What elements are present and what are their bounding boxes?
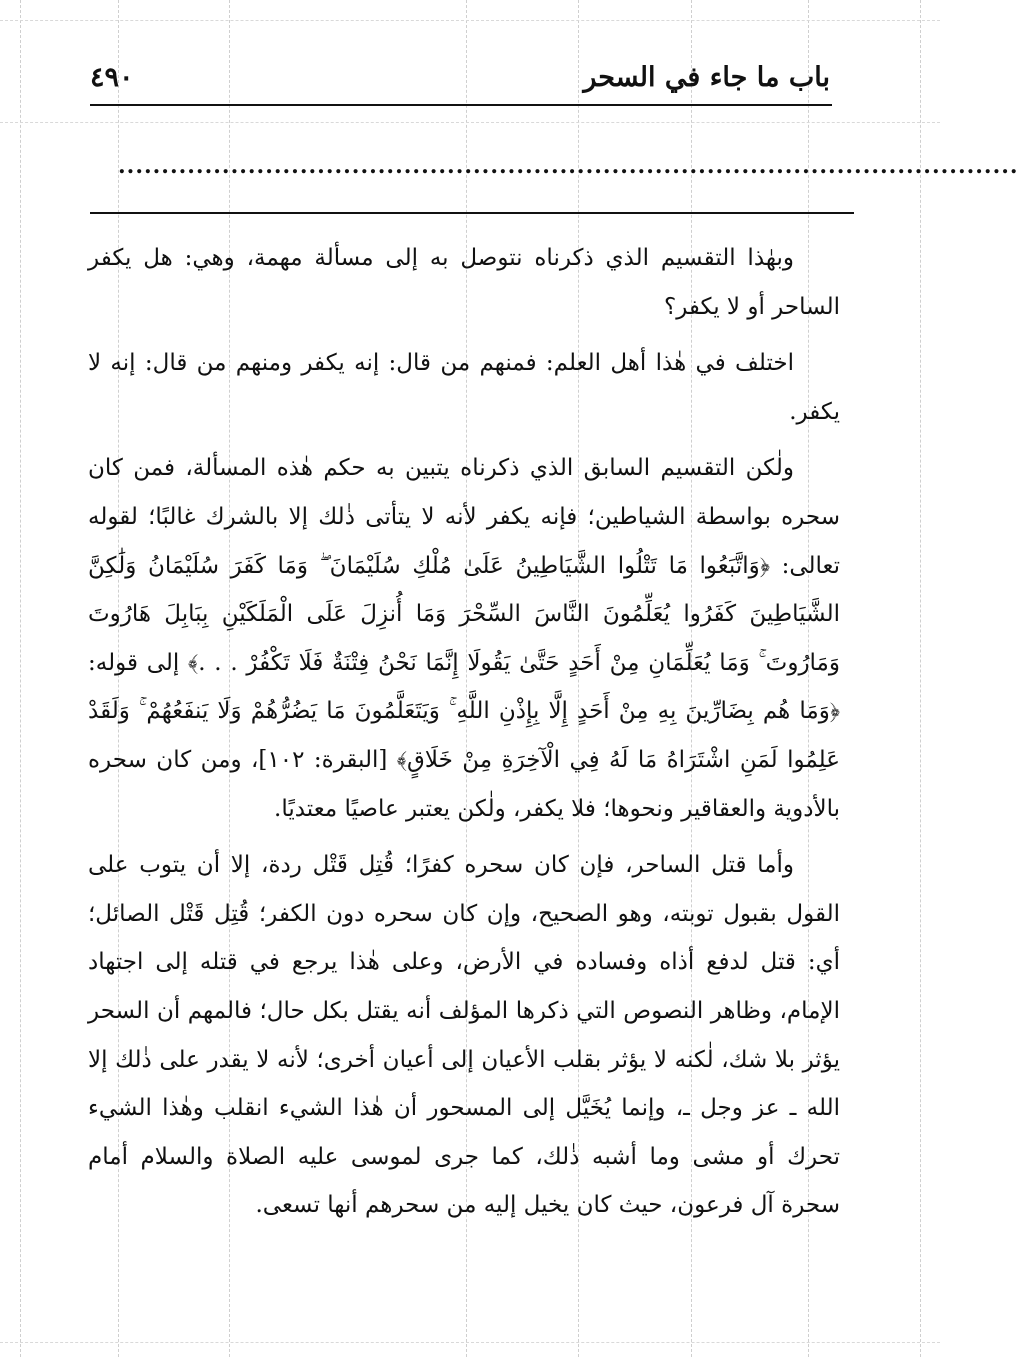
page-number: ٤٩٠: [90, 62, 134, 93]
running-title: باب ما جاء في السحر: [583, 62, 830, 93]
guide-line: [20, 0, 21, 1357]
paragraph: ولٰكن التقسيم السابق الذي ذكرناه يتبين به حكم هٰذه المسألة، فمن كان سحره بواسطة الشياطين؛ فإنه يكفر لأنه لا يتأتى ذٰلك إلا بالشرك غالبًا؛ لقوله تعالى: ﴿وَاتَّبَعُوا مَا تَتْلُوا الشَّيَاطِينُ عَلَىٰ مُلْكِ سُلَيْمَانَ ۖ وَمَا كَفَرَ سُلَيْمَانُ وَلَٰكِنَّ الشَّيَاطِينَ كَفَرُوا يُعَلِّمُونَ النَّاسَ السِّحْرَ وَمَا أُنزِلَ عَلَى الْمَلَكَيْنِ بِبَابِلَ هَارُوتَ وَمَارُوتَ ۚ وَمَا يُعَلِّمَانِ مِنْ أَحَدٍ حَتَّىٰ يَقُولَا إِنَّمَا نَحْنُ فِتْنَةٌ فَلَا تَكْفُرْ . . .﴾ إلى قوله: ﴿وَمَا هُم بِضَارِّينَ بِهِ مِنْ أَحَدٍ إِلَّا بِإِذْنِ اللَّهِ ۚ وَيَتَعَلَّمُونَ مَا يَضُرُّهُمْ وَلَا يَنفَعُهُمْ ۚ وَلَقَدْ عَلِمُوا لَمَنِ اشْتَرَاهُ مَا لَهُ فِي الْآخِرَةِ مِنْ خَلَاقٍ﴾ [البقرة: ١٠٢]، ومن كان سحره بالأدوية والعقاقير ونحوها؛ فلا يكفر، ولٰكن يعتبر عاصيًا معتديًا.: [88, 455, 840, 822]
paragraph: اختلف في هٰذا أهل العلم: فمنهم من قال: إنه يكفر ومنهم من قال: إنه لا يكفر.: [88, 350, 840, 425]
guide-line: [0, 122, 940, 123]
guide-line: [920, 0, 921, 1357]
body-rule: [90, 212, 854, 214]
page-header: [90, 60, 830, 100]
guide-line: [0, 1342, 940, 1343]
paragraph: وأما قتل الساحر، فإن كان سحره كفرًا؛ قُتِل قَتْل ردة، إلا أن يتوب على القول بقبول توبته، وهو الصحيح، وإن كان سحره دون الكفر؛ قُتِل قَتْل الصائل؛ أي: قتل لدفع أذاه وفساده في الأرض، وعلى هٰذا يرجع في قتله إلى اجتهاد الإمام، وظاهر النصوص التي ذكرها المؤلف أنه يقتل بكل حال؛ فالمهم أن السحر يؤثر بلا شك، لٰكنه لا يؤثر بقلب الأعيان إلى أعيان أخرى؛ لأنه لا يقدر على ذٰلك إلا الله ـ عز وجل ـ، وإنما يُخَيَّل إلى المسحور أن هٰذا الشيء انقلب وهٰذا الشيء تحرك أو مشى وما أشبه ذٰلك، كما جرى لموسى عليه الصلاة والسلام أمام سحرة آل فرعون، حيث كان يخيل إليه من سحرهم أنها تسعى.: [88, 852, 840, 1219]
body-text: [88, 234, 840, 1230]
dotted-separator: ........................................................................................................: [118, 153, 1019, 179]
paragraph: وبهٰذا التقسيم الذي ذكرناه نتوصل به إلى مسألة مهمة، وهي: هل يكفر الساحر أو لا يكفر؟: [88, 245, 840, 320]
guide-line: [0, 20, 940, 21]
header-rule: [90, 104, 832, 106]
